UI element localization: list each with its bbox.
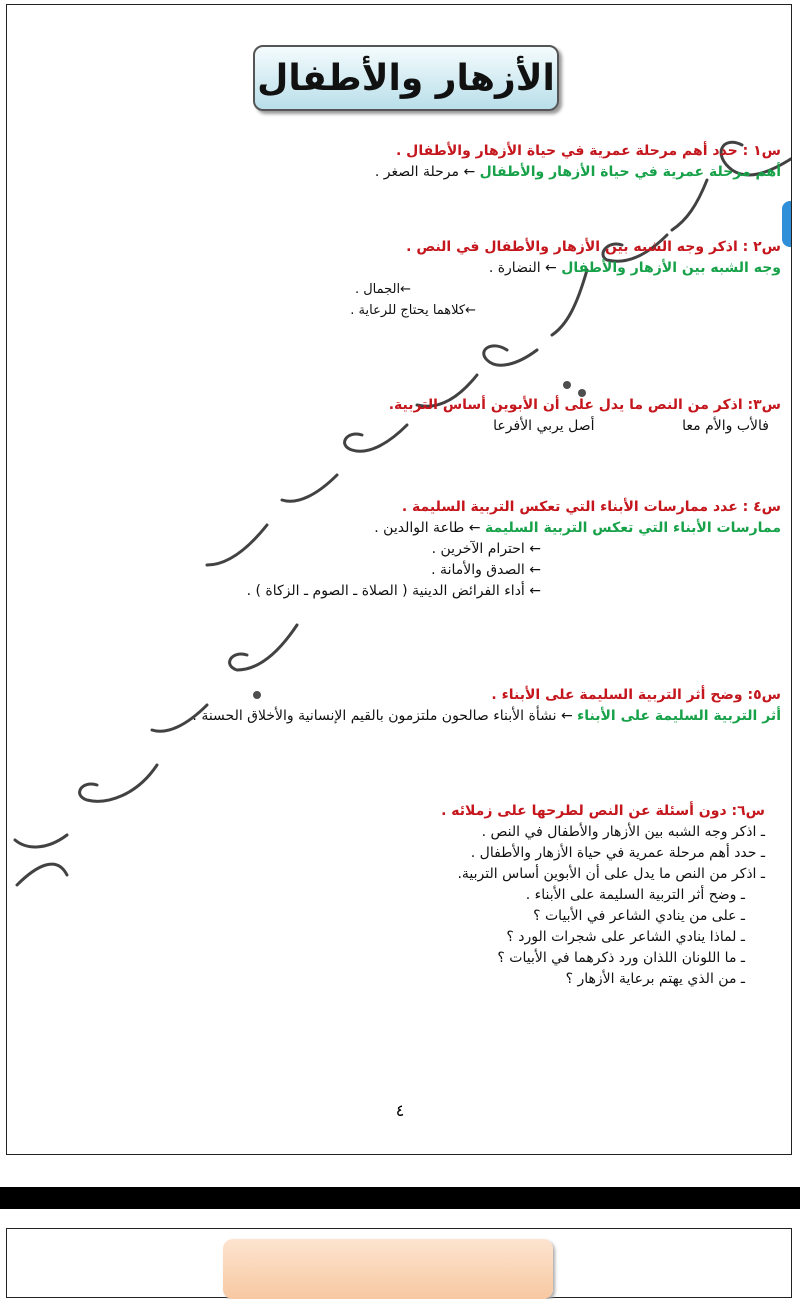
verse-first-half: فالأب والأم معا — [682, 418, 769, 434]
question-5-block — [11, 685, 781, 727]
question-3: س٣: اذكر من النص ما يدل على أن الأبوين أساس التربية. — [388, 397, 781, 413]
answer-1-text: ← مرحلة الصغر . — [374, 164, 476, 180]
answer-4-text: ← طاعة الوالدين . — [374, 520, 481, 536]
answer-3-verse — [11, 416, 781, 437]
page-title: الأزهار والأطفال — [257, 57, 555, 99]
answer-2-item-3: ←كلاهما يحتاج للرعاية . — [350, 303, 476, 318]
answer-2-text: ← النضارة . — [488, 260, 557, 276]
question-2-block — [11, 237, 781, 321]
list-item: ـ حدد أهم مرحلة عمرية في حياة الأزهار والأطفال . — [470, 845, 765, 861]
answer-4-label: ممارسات الأبناء التي تعكس التربية السليمة — [484, 520, 781, 536]
answer-2-label: وجه الشبه بين الأزهار والأطفال — [561, 260, 781, 276]
list-item: ـ ما اللونان اللذان ورد ذكرهما في الأبيات ؟ — [497, 950, 745, 966]
list-item: ـ اذكر وجه الشبه بين الأزهار والأطفال في النص . — [481, 824, 765, 840]
verse-second-half: أصل يربي الأفرعا — [493, 418, 595, 434]
question-6-list — [11, 822, 781, 990]
question-1-block — [11, 141, 781, 183]
question-3-block — [11, 395, 781, 437]
question-6-block — [11, 801, 781, 990]
question-6: س٦: دون أسئلة عن النص لطرحها على زملائه . — [441, 803, 765, 819]
answer-2 — [11, 258, 781, 279]
side-tab-marker — [782, 201, 792, 247]
next-title-banner — [223, 1239, 553, 1299]
answer-5-text: ← نشأة الأبناء صالحون ملتزمون بالقيم الإنسانية والأخلاق الحسنة . — [192, 708, 573, 724]
page-number: ٤ — [395, 1101, 405, 1120]
list-item: ـ لماذا ينادي الشاعر على شجرات الورد ؟ — [506, 929, 745, 945]
list-item: ـ وضح أثر التربية السليمة على الأبناء . — [525, 887, 745, 903]
next-page-preview — [6, 1228, 792, 1298]
question-1: س١ : حدد أهم مرحلة عمرية في حياة الأزهار والأطفال . — [395, 143, 781, 159]
question-4: س٤ : عدد ممارسات الأبناء التي تعكس التربية السليمة . — [401, 499, 781, 515]
list-item: ـ اذكر من النص ما يدل على أن الأبوين أساس التربية. — [457, 866, 765, 882]
page-separator — [0, 1187, 800, 1209]
answer-5-label: أثر التربية السليمة على الأبناء — [577, 708, 781, 724]
question-2: س٢ : اذكر وجه الشبه بين الأزهار والأطفال في النص . — [406, 239, 781, 255]
answer-4 — [11, 518, 781, 539]
answer-1 — [11, 162, 781, 183]
answer-5 — [11, 706, 781, 727]
question-5: س٥: وضح أثر التربية السليمة على الأبناء . — [491, 687, 781, 703]
list-item: ـ من الذي يهتم برعاية الأزهار ؟ — [565, 971, 745, 987]
answer-1-label: أهم مرحلة عمرية في حياة الأزهار والأطفال — [479, 164, 781, 180]
answer-4-item-3: ← الصدق والأمانة . — [431, 562, 541, 578]
answer-2-item-2: ←الجمال . — [354, 282, 411, 297]
answer-4-item-2: ← احترام الآخرين . — [431, 541, 541, 557]
question-4-block — [11, 497, 781, 602]
answer-4-item-4: ← أداء الفرائض الدينية ( الصلاة ـ الصوم ـ الزكاة ) . — [246, 583, 541, 599]
title-banner — [253, 45, 559, 111]
document-page — [6, 4, 792, 1155]
list-item: ـ على من ينادي الشاعر في الأبيات ؟ — [533, 908, 745, 924]
